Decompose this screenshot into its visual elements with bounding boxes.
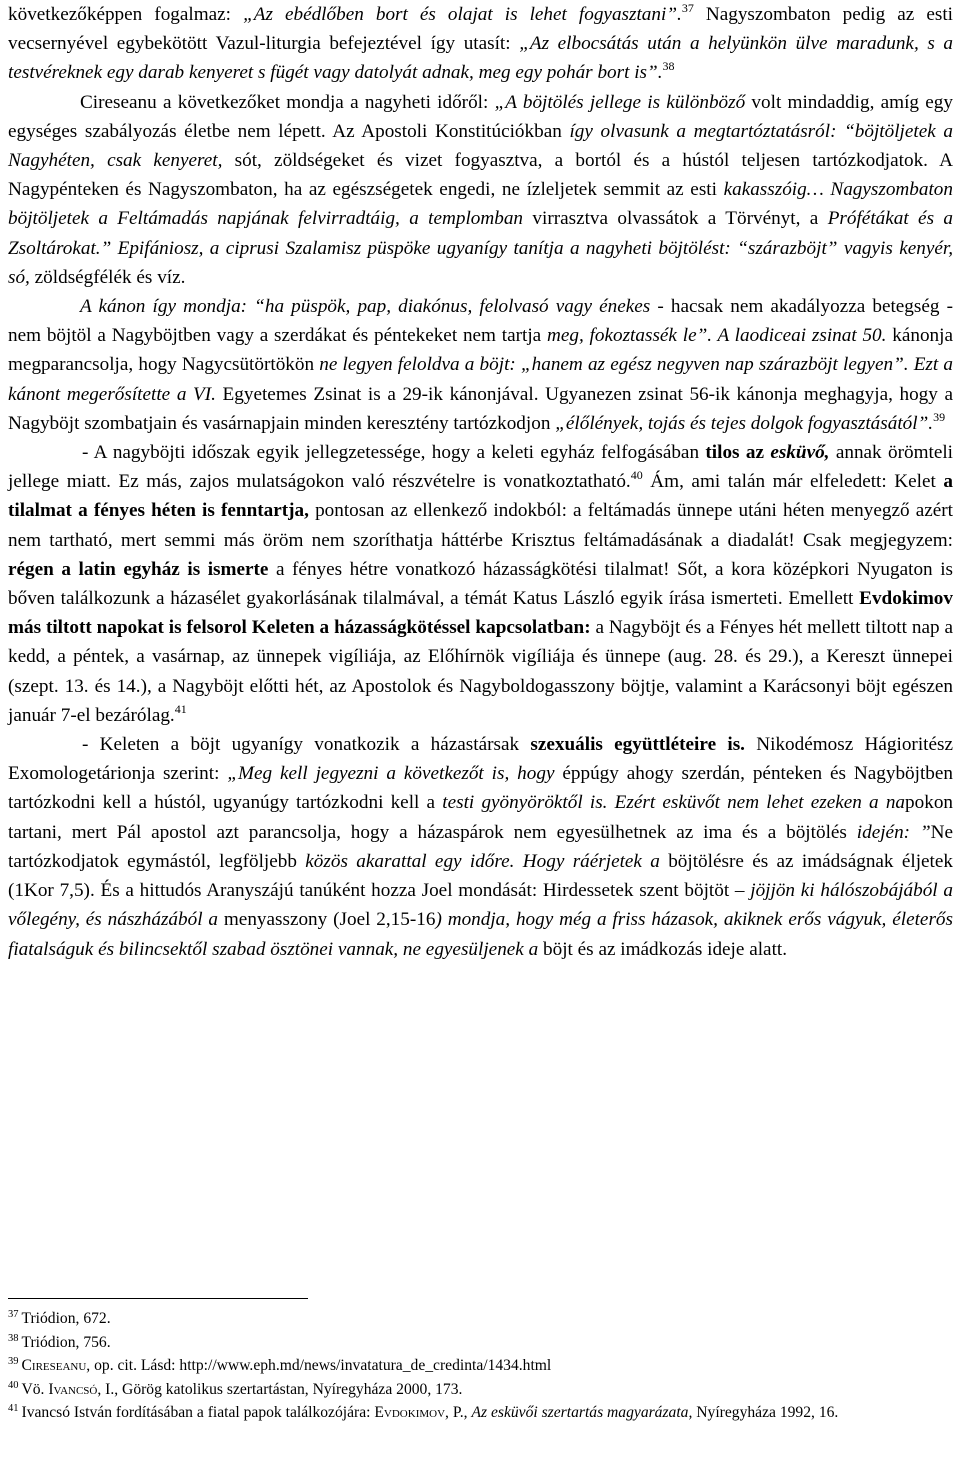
text-span: kánonja megparancsolja, hogy Nagycsütörtökön	[8, 325, 953, 376]
quote-text: jöjjön ki hálószobájából a vőlegény, és nászházából a	[8, 880, 953, 931]
footnote-number: 38	[8, 1332, 19, 1344]
paragraph-4	[8, 438, 953, 730]
author-name: Cireseanu	[21, 1357, 87, 1374]
quote-text: „Az ebédlőben bort és olajat is lehet fogyasztani”.	[243, 4, 682, 25]
footnote-prefix: Vö.	[21, 1380, 49, 1398]
footnote-separator	[8, 1298, 308, 1299]
text-span: a fényes hétre vonatkozó házasságkötési tilalmat! Sőt, a kora középkori Nyugaton is bőven találkozunk a házasélet gyakorlásának tilalmával, a témát Katus László egyik írása ismerteti. Emellett	[8, 558, 953, 610]
author-name: Evdokimov	[374, 1404, 446, 1421]
text-span: Ám, ami talán már elfeledett: Kelet	[642, 471, 944, 493]
footnote-ref-41[interactable]: 41	[174, 701, 187, 716]
text-span: Cireseanu a következőket mondja a nagyheti időről:	[80, 91, 495, 113]
footnote-37	[8, 1307, 953, 1331]
text-span: Nagyszombaton pedig az esti vecsernyével egybekötött Vazul-liturgia befejeztével így utasít:	[8, 4, 953, 55]
quote-text: Prófétákat és a Zsoltárokat.” Epifániosz, a ciprusi Szalamisz püspöke ugyanígy tanítja a nagyheti böjtölést: “szárazböjt” vagyis kenyér, só,	[8, 208, 953, 288]
footnote-41	[8, 1401, 953, 1425]
paragraph-1	[8, 0, 953, 88]
footnote-number: 41	[8, 1403, 19, 1414]
text-span: a Nagyböjt és a Fényes hét mellett tiltott nap a kedd, a péntek, a vasárnap, az ünnepek vigíliája, az Előhírnök vigíliája és ünnepe (aug. 28. és 29.), a Kereszt ünnepei (szept. 13. és 14.), a Nagyböjt előtti hét, az Apostolok és Nagyboldogasszony böjtje, valamint a Karácsonyi böjt egészen január 7-el bezárólag.	[8, 617, 953, 726]
bold-italic-text: esküvő,	[770, 442, 830, 464]
footnote-39	[8, 1354, 953, 1378]
quote-text: közös akarattal egy időre. Hogy ráérjetek a	[305, 850, 660, 872]
quote-text: testi gyönyöröktől is. Ezért esküvőt nem lehet ezeken a na	[442, 792, 906, 814]
footnote-text: Triódion, 756.	[21, 1333, 111, 1351]
bold-text: tilos az	[705, 442, 764, 464]
footnote-number: 37	[8, 1309, 19, 1320]
text-span: volt mindaddig, amíg egy egységes szabályozás életbe nem lépett. Az Apostoli Konstitúciókban	[8, 91, 953, 142]
quote-text: idején: ”	[856, 821, 931, 843]
quote-text: ) mondja, hogy még a friss házasok, akiknek erős vágyuk, életerős fiatalságuk és bilincsektől szabad ösztönei vannak, ne egyesüljenek a	[8, 909, 953, 960]
text-span: virrasztva olvassátok a Törvényt, a	[523, 208, 828, 230]
bold-text: régen a latin egyház is ismerte	[8, 558, 269, 580]
paragraph-5	[8, 730, 953, 964]
quote-text: kakasszóig… Nagyszombaton böjtöljetek a Feltámadás napjának felvirradtáig, a templomban	[8, 179, 953, 230]
text-span: pontosan az ellenkező indokból: a feltámadás ünnepe utáni héten menyegző azért nem tartható, mert semmi más öröm nem szoríthatja háttérbe Krisztus feltámadásának a diadalát! Csak megjegyzem:	[8, 500, 953, 551]
footnote-number: 39	[8, 1356, 19, 1367]
text-span: Ne tartózkodjatok egymástól, legföljebb	[8, 821, 953, 872]
body-text	[8, 0, 953, 964]
footnote-text[interactable]: , op. cit. Lásd: http://www.eph.md/news/invatatura_de_credinta/1434.html	[86, 1357, 552, 1374]
text-span: éppúgy ahogy szerdán, pénteken és Nagyböjtben tartózkodni kell a hústól, ugyanúgy tartózkodni kell a	[8, 763, 953, 814]
quote-text: ne legyen feloldva a böjt: „hanem az egész negyven nap szárazböjt legyen”. Ezt a kánont megerősítette a VI.	[8, 354, 953, 405]
author-name: Ivancsó	[48, 1380, 98, 1398]
footnote-text: Nyíregyháza 1992, 16.	[692, 1404, 839, 1421]
footnote-text: , P.,	[445, 1404, 472, 1421]
quote-text: A kánon így mondja: “ha püspök, pap, diakónus, felolvasó vagy énekes	[80, 296, 651, 318]
text-span: - hacsak nem akadályozza betegség - nem böjtöl a Nagyböjtben vagy a szerdákat és péntekeket nem tartja	[8, 296, 954, 347]
bold-text: Evdokimov más tiltott napokat is felsorol Keleten a házasságkötéssel kapcsolatban:	[8, 588, 953, 639]
text-span: - Keleten a böjt ugyanígy vonatkozik a házastársak	[82, 734, 531, 756]
text-span: annak örömteli jellege miatt. Ez más, zajos mulatságokon való részvételre is vonatkoztatható.	[8, 442, 954, 493]
quote-text: „Az elbocsátás után a helyünkön ülve maradunk, s a testvéreknek egy darab kenyeret s fügét vagy datolyát adnak, meg egy pohár bort is”.	[8, 33, 953, 84]
quote-text: „élőlények, tojás és tejes dolgok fogyasztásától”.	[555, 412, 934, 434]
paragraph-3	[8, 292, 953, 438]
quote-text: meg, fokoztassék le”. A laodiceai zsinat 50.	[547, 325, 887, 347]
footnote-ref-40[interactable]: 40	[630, 468, 643, 483]
footnote-ref-39[interactable]: 39	[933, 409, 946, 424]
footnote-number: 40	[8, 1379, 19, 1391]
text-span: sót, zöldségeket és vizet fogyasztva, a bortól és a hústól teljesen tartózkodjatok. A Nagypénteken és Nagyszombaton, ha az egészségetek engedi, ne ízleljetek semmit az esti	[8, 150, 953, 201]
quote-text: „A böjtölés jellege is különböző	[494, 91, 746, 113]
quote-text: „Meg kell jegyezni a következőt is, hogy	[227, 763, 555, 785]
footnote-38	[8, 1331, 953, 1355]
text-span: következőképpen fogalmaz:	[8, 4, 244, 25]
bold-text: a tilalmat a fényes héten is fenntartja,	[8, 471, 953, 522]
footnote-40	[8, 1378, 953, 1402]
text-span: böjt és az imádkozás ideje alatt.	[538, 938, 788, 960]
footnote-prefix: Ivancsó István fordításában a fiatal papok találkozójára:	[21, 1404, 375, 1421]
text-span: pokon tartani, mert Pál apostol azt parancsolja, hogy a házaspárok nem egyesülhetnek az ima és a böjtölés	[8, 792, 953, 843]
footnote-text: , I., Görög katolikus szertartástan, Nyíregyháza 2000, 173.	[97, 1380, 463, 1398]
book-title: Az esküvői szertartás magyarázata,	[471, 1404, 693, 1421]
footnote-ref-37[interactable]: 37	[681, 1, 694, 15]
footnote-ref-38[interactable]: 38	[662, 59, 675, 74]
text-span: Egyetemes Zsinat is a 29-ik kánonjával. Ugyanezen zsinat 56-ik kánonja meghagyja, hogy a Nagyböjt szombatjain és vasárnapjain minden keresztény tartózkodjon	[8, 383, 954, 434]
text-span: - A nagyböjti időszak egyik jellegzetessége, hogy a keleti egyház felfogásában	[82, 442, 706, 464]
text-span: böjtölésre és az imádságnak éljetek (1Kor 7,5). És a hittudós Aranyszájú tanúként hozza Joel mondását: Hirdessetek szent böjtöt –	[8, 850, 953, 902]
text-span: menyasszony (Joel 2,15-16	[218, 909, 436, 931]
paragraph-2	[8, 88, 953, 292]
text-span: zöldségfélék és víz.	[29, 266, 186, 288]
footnotes	[8, 1298, 953, 1425]
quote-text: így olvasunk a megtartóztatásról: “böjtöljetek a Nagyhéten, csak kenyeret,	[8, 120, 953, 172]
bold-text: szexuális együttléteire is.	[530, 734, 745, 756]
text-span: Nikodémosz Hágioritész Exomologetárionja szerint:	[8, 734, 953, 785]
footnote-text: Triódion, 672.	[21, 1310, 111, 1327]
